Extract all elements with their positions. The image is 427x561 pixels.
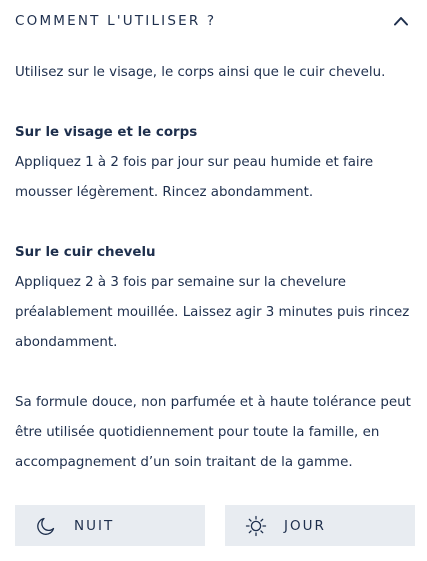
section-title: Sur le visage et le corps: [15, 125, 198, 140]
section-scalp: [15, 238, 415, 358]
section-text: Appliquez 2 à 3 fois par semaine sur la chevelure préalablement mouillée. Laissez agir 3 minutes puis rincez abondamment.: [15, 275, 410, 350]
section-text: Appliquez 1 à 2 fois par jour sur peau humide et faire mousser légèrement. Rincez abondamment.: [15, 155, 374, 200]
accordion-header[interactable]: [15, 9, 408, 33]
day-night-toggle: [15, 505, 415, 546]
footer-text: Sa formule douce, non parfumée et à haute tolérance peut être utilisée quotidiennement pour toute la famille, en accompagnement d’un soin traitant de la gamme.: [15, 395, 411, 470]
day-label: JOUR: [284, 517, 326, 534]
intro-text: Utilisez sur le visage, le corps ainsi que le cuir chevelu.: [15, 65, 386, 80]
section-face-body: [15, 118, 415, 208]
accordion-content: [15, 58, 415, 478]
night-label: NUIT: [74, 517, 115, 534]
sun-icon: [245, 515, 267, 537]
day-button[interactable]: [225, 505, 415, 546]
section-title: Sur le cuir chevelu: [15, 245, 156, 260]
accordion-title: COMMENT L'UTILISER ?: [15, 13, 217, 29]
moon-icon: [35, 515, 57, 537]
night-button[interactable]: [15, 505, 205, 546]
chevron-up-icon[interactable]: [394, 16, 408, 26]
